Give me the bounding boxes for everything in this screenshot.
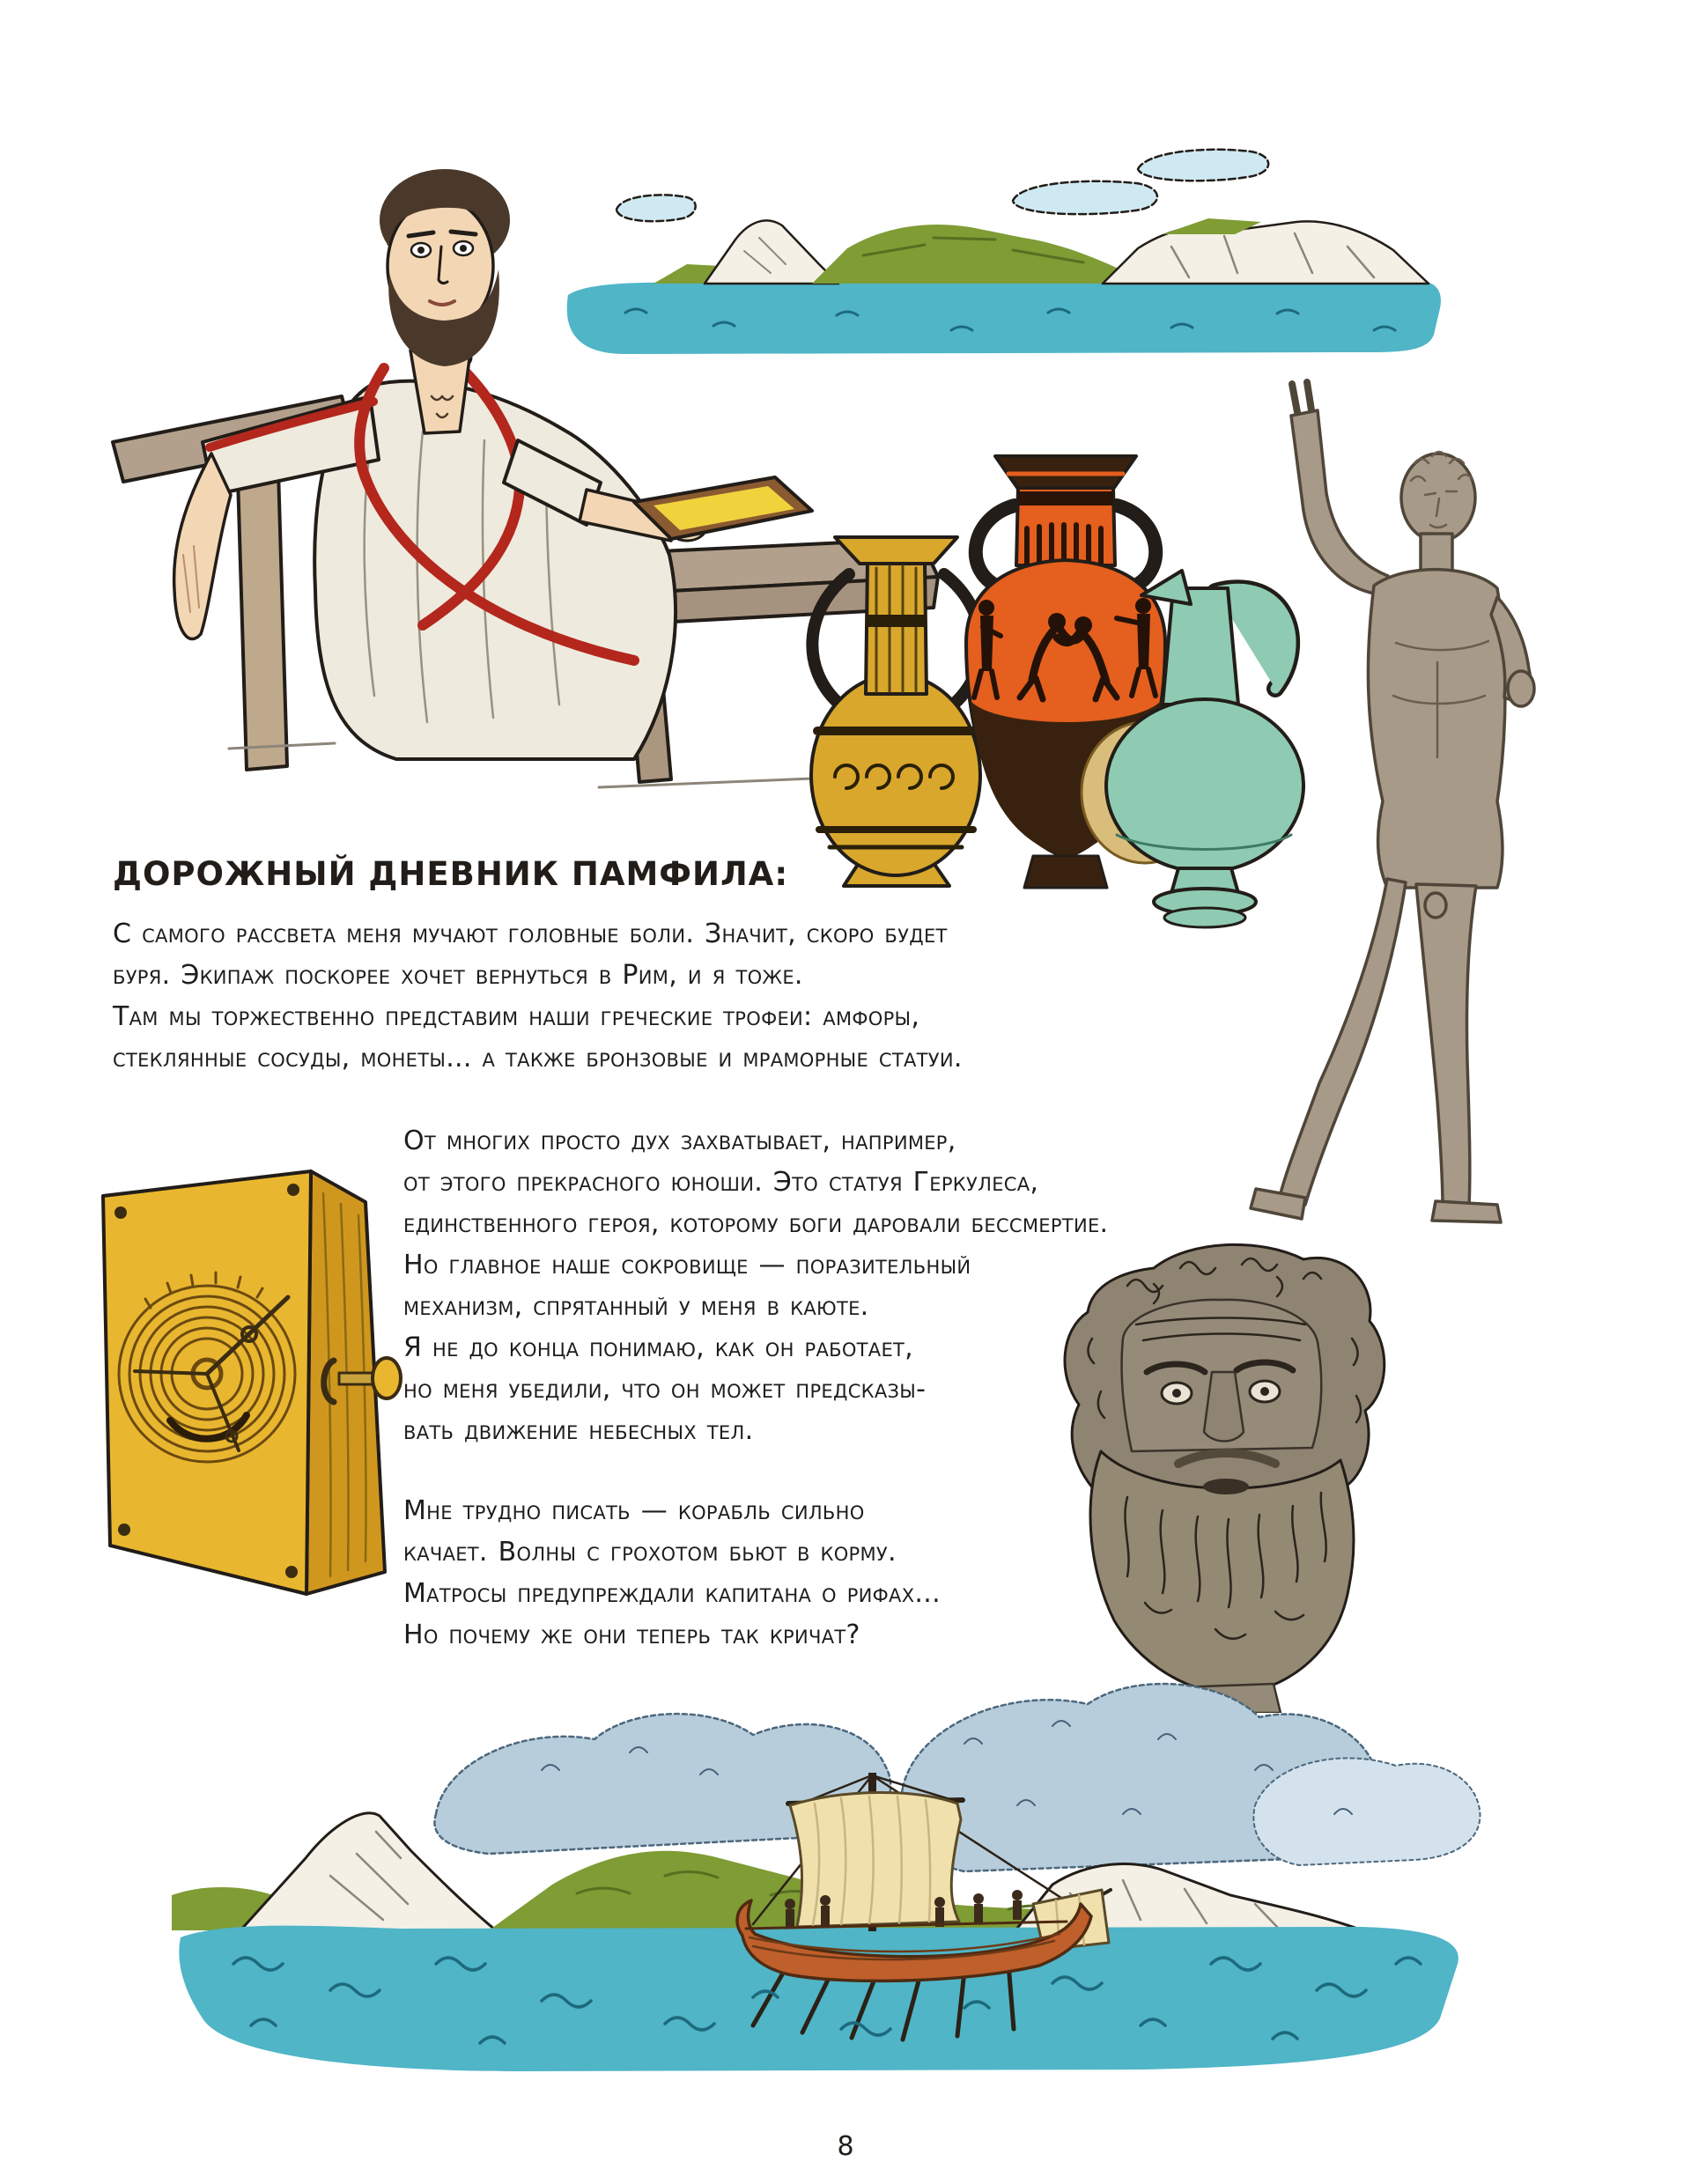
mechanism-box-illustration (84, 1140, 410, 1607)
bench-post (238, 470, 287, 770)
vases-illustration (793, 440, 1330, 933)
diary-line: от этого прекрасного юноши. Это статуя Геркулеса, (403, 1167, 1039, 1198)
pupil (1172, 1389, 1181, 1398)
cloud-icon (1138, 150, 1268, 181)
ship-scene-illustration (172, 1673, 1519, 2078)
diary-line: стеклянные сосуды, монеты... а также бронзовые и мраморные статуи. (113, 1043, 963, 1074)
diary-line: Но главное наше сокровище — поразительный (403, 1250, 971, 1280)
diary-paragraph-1 (113, 913, 963, 1079)
diary-line: Я не до конца понимаю, как он работает, (403, 1332, 913, 1363)
pupil (1260, 1387, 1269, 1396)
diary-line: С самого рассвета меня мучают головные боли. Значит, скоро будет (113, 919, 948, 949)
diary-line: механизм, спрятанный у меня в каюте. (403, 1291, 869, 1322)
diary-line: единственного героя, которому боги даровали бессмертие. (403, 1208, 1109, 1239)
cloud-icon (1013, 181, 1157, 214)
diary-line: но меня убедили, что он может предсказы- (403, 1374, 927, 1405)
mouth (1203, 1479, 1249, 1494)
left-hand (174, 454, 231, 639)
diary-line: вать движение небесных тел. (403, 1415, 754, 1446)
yellow-amphora (811, 537, 981, 886)
white-cliffs (1103, 221, 1429, 284)
diary-line: От многих просто дух захватывает, например, (403, 1125, 956, 1156)
diary-line: Там мы торжественно представим наши греческие трофеи: амфоры, (113, 1001, 920, 1032)
diary-heading: ДОРОЖНЫЙ ДНЕВНИК ПАМФИЛА: (113, 854, 789, 893)
diary-line: Мне трудно писать — корабль сильно (403, 1495, 865, 1526)
diary-paragraph-2 (403, 1120, 1108, 1451)
diary-line: Но почему же они теперь так кричат? (403, 1620, 860, 1650)
diary-paragraph-3 (403, 1490, 941, 1656)
diary-line: качает. Волны с грохотом бьют в корму. (403, 1537, 897, 1568)
page-number: 8 (837, 2131, 854, 2162)
diary-line: Матросы предупреждали капитана о рифах... (403, 1578, 941, 1609)
diary-line: буря. Экипаж поскорее хочет вернуться в Рим, и я тоже. (113, 960, 803, 991)
